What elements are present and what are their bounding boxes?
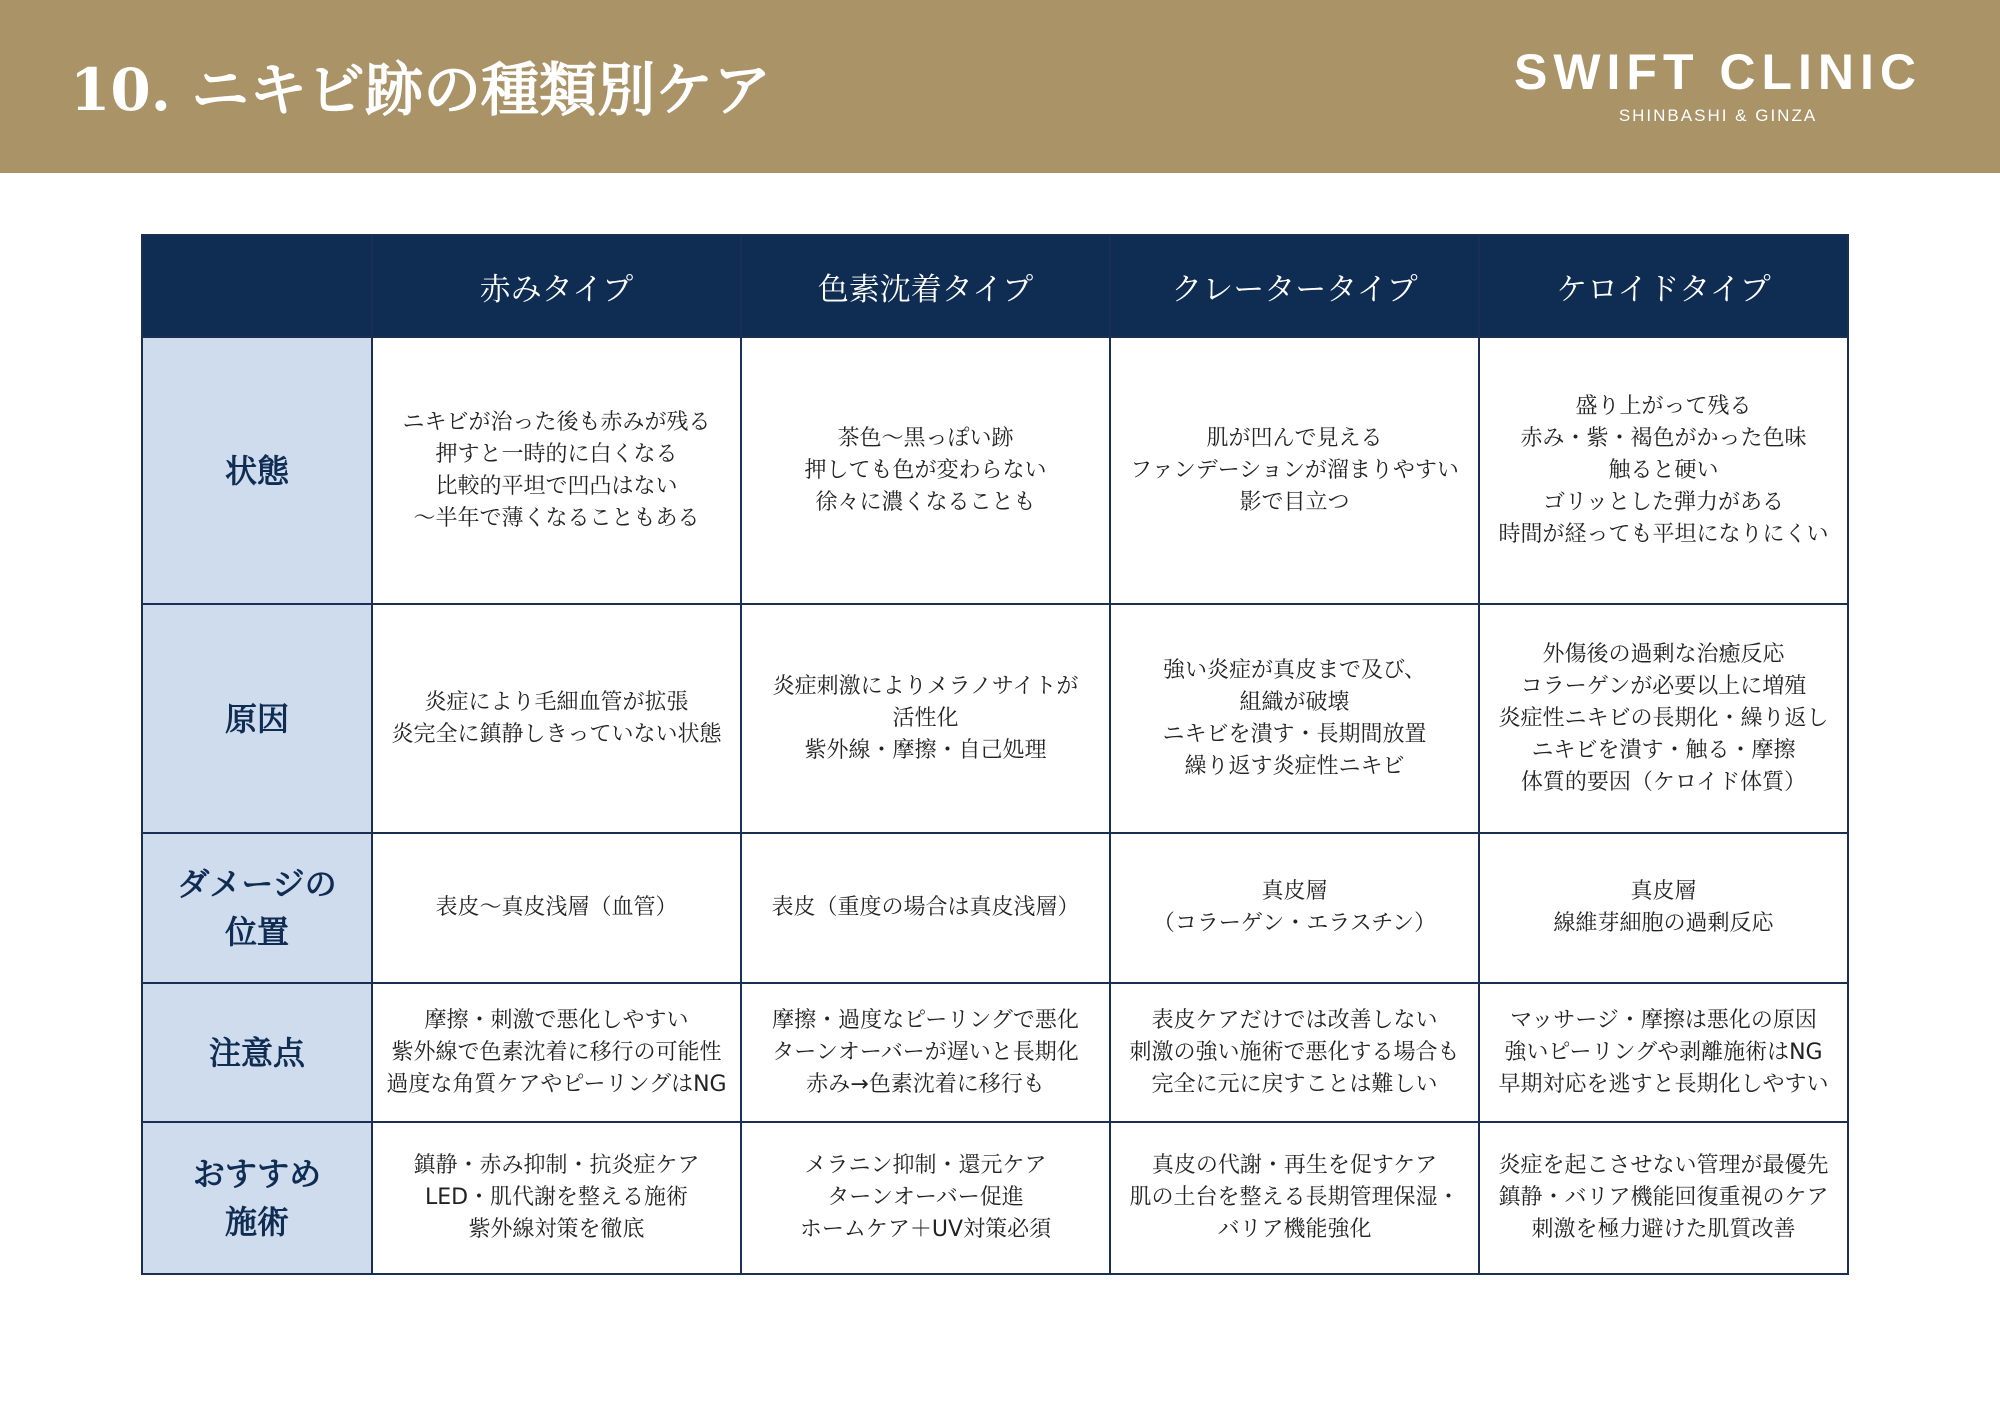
row-header <box>142 604 372 833</box>
table-cell <box>741 983 1110 1122</box>
cell-line: 外傷後の過剰な治癒反応 <box>1542 641 1785 667</box>
cell-line: 活性化 <box>892 705 959 731</box>
cell-line: 炎症を起こさせない管理が最優先 <box>1498 1153 1829 1178</box>
logo-subtitle: SHINBASHI & GINZA <box>1618 106 1818 125</box>
cell-line: 肌の土台を整える長期管理保湿・ <box>1129 1185 1460 1210</box>
row-header-line: おすすめ <box>192 1155 322 1193</box>
cell-line: 組織が破壊 <box>1239 689 1350 715</box>
cell-line: 触ると硬い <box>1608 457 1719 483</box>
table-cell <box>372 1122 741 1274</box>
cell-line: 鎮静・赤み抑制・抗炎症ケア <box>413 1153 700 1178</box>
column-header: ケロイドタイプ <box>1479 235 1848 337</box>
cell-line: 茶色〜黒っぽい跡 <box>837 425 1014 451</box>
cell-line: ニキビが治った後も赤みが残る <box>402 409 711 435</box>
cell-line: ファンデーションが溜まりやすい <box>1130 457 1459 483</box>
cell-line: 肌が凹んで見える <box>1206 425 1383 451</box>
table-cell <box>1110 337 1479 604</box>
acne-scar-care-table <box>141 234 1849 1275</box>
row-header <box>142 983 372 1122</box>
row-header <box>142 833 372 983</box>
table-row <box>142 337 1848 604</box>
cell-line: 表皮〜真皮浅層（血管） <box>435 895 678 920</box>
table-row <box>142 983 1848 1122</box>
logo-wordmark: SWIFT CLINIC <box>1513 44 1923 100</box>
table-cell <box>372 833 741 983</box>
cell-line: 摩擦・刺激で悪化しやすい <box>424 1007 689 1033</box>
table-cell <box>372 337 741 604</box>
cell-line: ターンオーバー促進 <box>827 1185 1024 1210</box>
cell-line: （コラーゲン・エラスチン） <box>1152 911 1437 936</box>
cell-line: バリア機能強化 <box>1217 1217 1372 1242</box>
column-header: 赤みタイプ <box>372 235 741 337</box>
cell-line: 紫外線で色素沈着に移行の可能性 <box>391 1039 722 1065</box>
cell-line: 紫外線・摩擦・自己処理 <box>804 737 1047 763</box>
cell-line: 押すと一時的に白くなる <box>435 441 678 467</box>
row-header-line: 位置 <box>224 913 289 951</box>
cell-line: 摩擦・過度なピーリングで悪化 <box>772 1007 1079 1033</box>
table-cell <box>741 833 1110 983</box>
cell-line: 早期対応を逃すと長期化しやすい <box>1498 1071 1829 1097</box>
cell-line: 繰り返す炎症性ニキビ <box>1184 753 1405 779</box>
cell-line: ニキビを潰す・触る・摩擦 <box>1531 737 1796 763</box>
cell-line: 赤み→色素沈着に移行も <box>806 1071 1045 1097</box>
table-cell <box>1110 1122 1479 1274</box>
cell-line: ゴリッとした弾力がある <box>1542 489 1785 515</box>
cell-line: 鎮静・バリア機能回復重視のケア <box>1498 1185 1829 1210</box>
cell-line: LED・肌代謝を整える施術 <box>424 1185 689 1210</box>
cell-line: 完全に元に戻すことは難しい <box>1151 1071 1438 1097</box>
table-cell <box>741 1122 1110 1274</box>
cell-line: 刺激の強い施術で悪化する場合も <box>1129 1039 1460 1065</box>
cell-line: マッサージ・摩擦は悪化の原因 <box>1510 1007 1817 1033</box>
table-cell <box>1479 983 1848 1122</box>
table-cell <box>1479 833 1848 983</box>
table-row <box>142 833 1848 983</box>
column-header: クレータータイプ <box>1110 235 1479 337</box>
table-cell <box>1479 337 1848 604</box>
table-cell <box>1479 604 1848 833</box>
row-header-line: 原因 <box>224 699 289 738</box>
cell-line: ニキビを潰す・長期間放置 <box>1162 721 1427 747</box>
row-header <box>142 337 372 604</box>
cell-line: コラーゲンが必要以上に増殖 <box>1520 673 1807 699</box>
table-header-row <box>142 235 1848 337</box>
cell-line: 押しても色が変わらない <box>804 457 1047 483</box>
header-banner <box>0 0 2000 173</box>
row-header-line: 状態 <box>224 451 289 490</box>
row-header-line: ダメージの <box>177 865 337 903</box>
cell-line: 強いピーリングや剥離施術はNG <box>1504 1039 1823 1065</box>
table-cell <box>1110 983 1479 1122</box>
cell-line: 表皮（重度の場合は真皮浅層） <box>771 895 1080 920</box>
cell-line: 真皮層 <box>1630 879 1697 904</box>
cell-line: 影で目立つ <box>1239 489 1350 515</box>
cell-line: 炎症性ニキビの長期化・繰り返し <box>1498 705 1829 731</box>
cell-line: 赤み・紫・褐色がかった色味 <box>1520 425 1807 451</box>
table-corner <box>142 235 372 337</box>
table-cell <box>1110 604 1479 833</box>
cell-line: 真皮の代謝・再生を促すケア <box>1151 1153 1438 1178</box>
cell-line: 刺激を極力避けた肌質改善 <box>1531 1217 1796 1242</box>
table-cell <box>372 604 741 833</box>
row-header-line: 施術 <box>224 1203 289 1241</box>
table-cell <box>1479 1122 1848 1274</box>
table-cell <box>741 337 1110 604</box>
row-header-line: 注意点 <box>208 1033 305 1072</box>
cell-line: 時間が経っても平坦になりにくい <box>1498 521 1829 547</box>
cell-line: 紫外線対策を徹底 <box>468 1217 645 1242</box>
page-title: 10. ニキビ跡の種類別ケア <box>70 56 772 124</box>
cell-line: 炎症により毛細血管が拡張 <box>424 689 689 715</box>
cell-line: 強い炎症が真皮まで及び、 <box>1162 657 1427 683</box>
cell-line: 比較的平坦で凹凸はない <box>435 473 678 499</box>
column-header: 色素沈着タイプ <box>741 235 1110 337</box>
cell-line: 炎完全に鎮静しきっていない状態 <box>391 721 722 747</box>
cell-line: 炎症刺激によりメラノサイトが <box>772 673 1079 699</box>
cell-line: 徐々に濃くなることも <box>815 489 1036 515</box>
table-row <box>142 1122 1848 1274</box>
cell-line: 過度な角質ケアやピーリングはNG <box>386 1071 727 1097</box>
table-cell <box>1110 833 1479 983</box>
row-header <box>142 1122 372 1274</box>
clinic-logo <box>1498 44 1938 128</box>
cell-line: 〜半年で薄くなることもある <box>413 505 700 531</box>
cell-line: 体質的要因（ケロイド体質） <box>1520 769 1807 795</box>
cell-line: 表皮ケアだけでは改善しない <box>1151 1007 1438 1033</box>
cell-line: ターンオーバーが遅いと長期化 <box>772 1039 1079 1065</box>
cell-line: 線維芽細胞の過剰反応 <box>1553 911 1774 936</box>
table-row <box>142 604 1848 833</box>
cell-line: 真皮層 <box>1261 879 1328 904</box>
table-cell <box>741 604 1110 833</box>
table-cell <box>372 983 741 1122</box>
cell-line: 盛り上がって残る <box>1575 393 1752 419</box>
cell-line: ホームケア＋UV対策必須 <box>799 1217 1052 1242</box>
cell-line: メラニン抑制・還元ケア <box>804 1153 1047 1178</box>
